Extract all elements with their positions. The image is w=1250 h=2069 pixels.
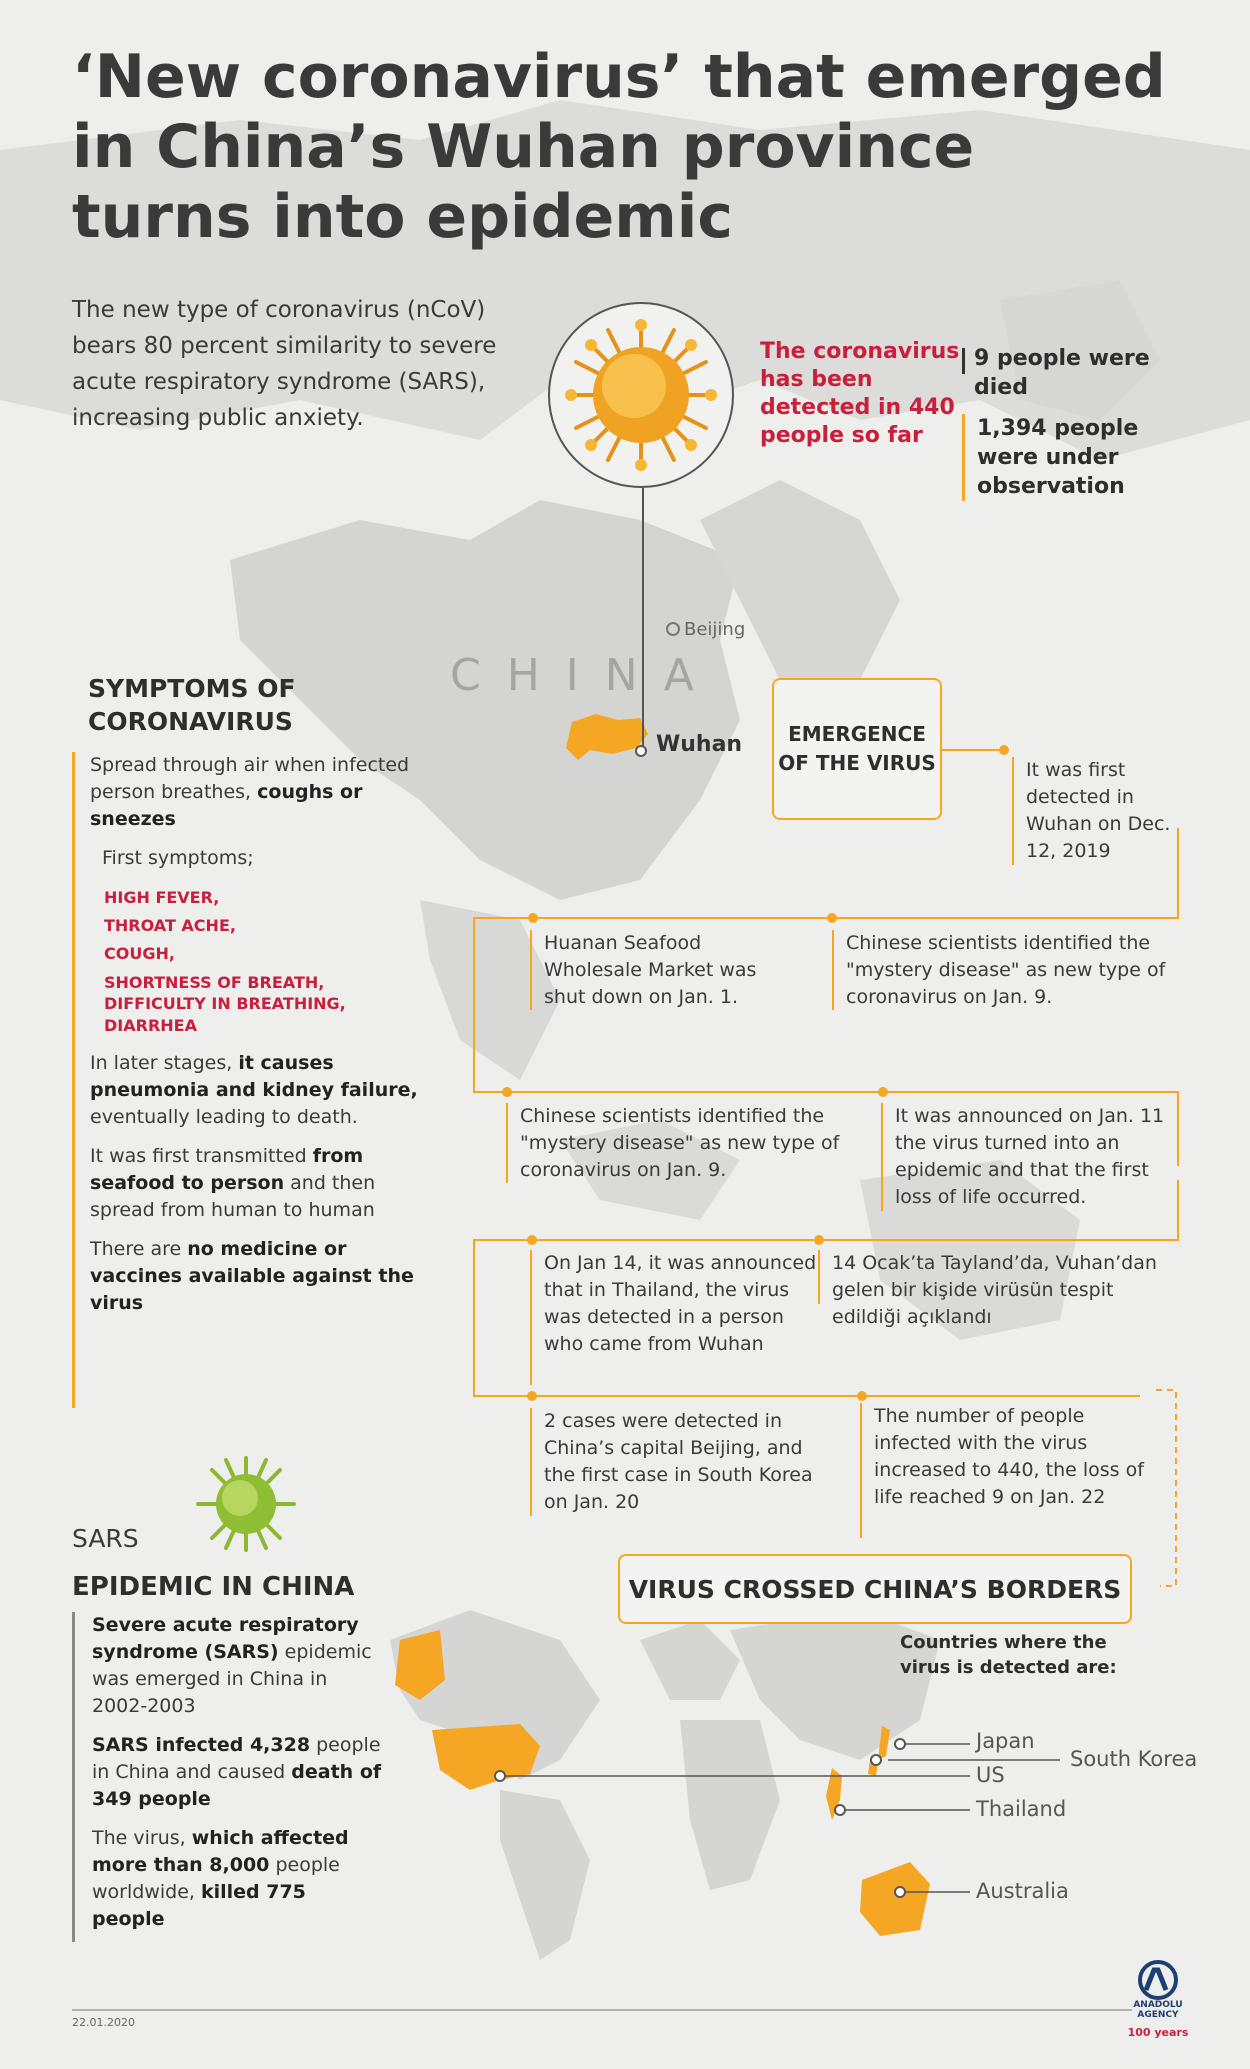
- beijing-text: Beijing: [684, 619, 746, 640]
- timeline-event: It was first detected in Wuhan on Dec. 12, 2019: [1012, 757, 1196, 865]
- china-label: CHINA: [450, 650, 720, 701]
- timeline-event: Chinese scientists identified the "mystery disease" as new type of coronavirus on Jan. 9.: [832, 930, 1176, 1010]
- timeline-event: The number of people infected with the virus increased to 440, the loss of life reached 9 on Jan. 22: [860, 1403, 1144, 1538]
- med-b: no medicine or vaccines available against the virus: [90, 1238, 414, 1314]
- country-thailand: Thailand: [976, 1797, 1067, 1821]
- sars-p2-b: people in China and caused: [92, 1734, 381, 1783]
- symptom-item: COUGH,: [104, 944, 175, 963]
- sars-label: SARS: [72, 1524, 139, 1553]
- med-a: There are: [90, 1238, 188, 1260]
- agency-logo-icon: [1136, 1960, 1180, 2000]
- symptom-item: SHORTNESS OF BREATH, DIFFICULTY IN BREATHING,: [104, 973, 346, 1013]
- sars-p3-b: which affected more than 8,000: [92, 1827, 349, 1876]
- trans-a: It was first transmitted: [90, 1145, 313, 1167]
- sars-p1-a: Severe acute respiratory syndrome (SARS): [92, 1614, 359, 1663]
- sars-p3-a: The virus,: [92, 1827, 192, 1849]
- spread-bold: coughs or sneezes: [90, 781, 363, 830]
- timeline-event: 2 cases were detected in China’s capital Beijing, and the first case in South Korea on Jan. 20: [530, 1408, 824, 1516]
- symptom-item: HIGH FEVER,: [104, 888, 220, 907]
- symptoms-title: SYMPTOMS OF CORONAVIRUS: [88, 674, 296, 736]
- sars-p2-c: death of 349 people: [92, 1761, 382, 1810]
- agency-name: ANADOLU AGENCY: [1133, 2000, 1183, 2020]
- later-c: eventually leading to death.: [90, 1106, 358, 1128]
- country-japan: Japan: [976, 1729, 1035, 1753]
- timeline-event: It was announced on Jan. 11 the virus turned into an epidemic and that the first loss of life occurred.: [881, 1103, 1185, 1211]
- footer-divider: [72, 2008, 1132, 2012]
- intro-text: The new type of coronavirus (nCoV) bears 80 percent similarity to severe acute respiratory syndrome (SARS), increasing public anxiety.: [72, 297, 497, 431]
- trans-c: and then spread from human to human: [90, 1172, 376, 1221]
- country-south-korea: South Korea: [1070, 1747, 1198, 1771]
- epidemic-title: EPIDEMIC IN CHINA: [72, 1572, 355, 1602]
- page-title: ‘New coronavirus’ that emerged in China’s Wuhan province turns into epidemic: [72, 42, 1166, 252]
- wuhan-label: Wuhan: [656, 732, 743, 757]
- footer-date: 22.01.2020: [72, 2016, 135, 2029]
- timeline-event: 14 Ocak’ta Tayland’da, Vuhan’dan gelen bir kişide virüsün tespit edildiği açıklandı: [818, 1250, 1182, 1304]
- emergence-box: EMERGENCE OF THE VIRUS: [772, 678, 942, 820]
- country-australia: Australia: [976, 1879, 1069, 1903]
- first-symptoms-label: First symptoms;: [102, 847, 254, 869]
- symptom-item: THROAT ACHE,: [104, 916, 236, 935]
- agency-years: 100 years: [1127, 2026, 1189, 2039]
- sars-p3-d: killed 775 people: [92, 1881, 306, 1930]
- countries-subtitle: Countries where the virus is detected are:: [900, 1632, 1117, 1678]
- observation-stat: 1,394 people were under observation: [962, 414, 1177, 501]
- timeline-event: Chinese scientists identified the "mystery disease" as new type of coronavirus on Jan. 9.: [506, 1103, 865, 1183]
- sars-p3-c: people worldwide,: [92, 1854, 340, 1903]
- detected-stat: The coronavirus has been detected in 440 people so far: [760, 339, 960, 448]
- timeline-event: On Jan 14, it was announced that in Thailand, the virus was detected in a person who came from Wuhan: [530, 1250, 824, 1385]
- sars-p2-a: SARS infected 4,328: [92, 1734, 311, 1756]
- later-a: In later stages,: [90, 1052, 239, 1074]
- later-b: it causes pneumonia and kidney failure,: [90, 1052, 418, 1101]
- spread-text: Spread through air when infected person breathes,: [90, 754, 410, 803]
- died-stat: 9 people were died: [974, 346, 1150, 400]
- borders-title: VIRUS CROSSED CHINA’S BORDERS: [618, 1554, 1132, 1624]
- sars-p1-b: epidemic was emerged in China in 2002-2003: [92, 1641, 372, 1717]
- timeline-event: Huanan Seafood Wholesale Market was shut down on Jan. 1.: [530, 930, 794, 1010]
- symptom-item: DIARRHEA: [104, 1016, 197, 1035]
- trans-b: from seafood to person: [90, 1145, 364, 1194]
- country-us: US: [976, 1763, 1005, 1787]
